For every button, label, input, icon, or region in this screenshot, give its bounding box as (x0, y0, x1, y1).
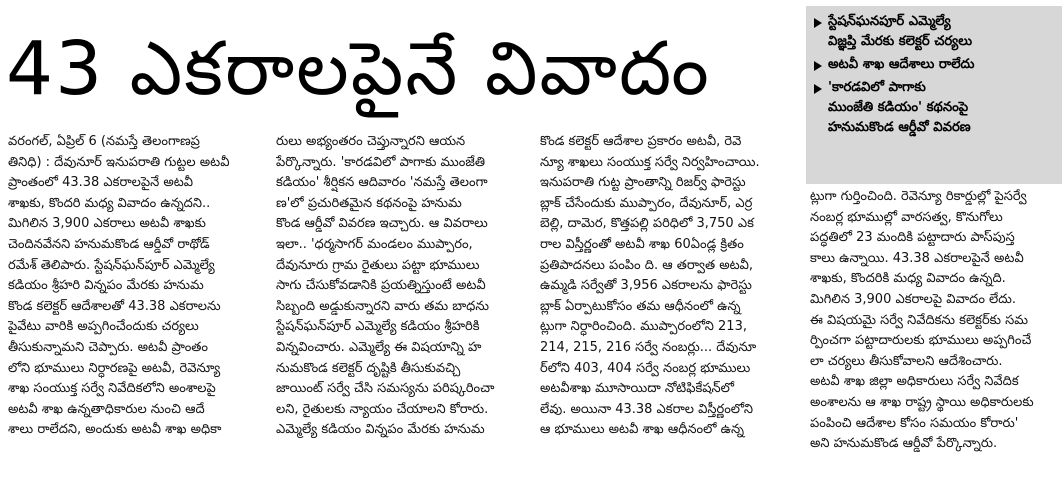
article-column-4 (810, 187, 1062, 455)
article-line: పద్ధతిలో 23 మందికి పట్టాదారు పాస్‌పుస్త (810, 230, 1015, 246)
triangle-bullet-icon (814, 84, 822, 94)
article-line: నుమకొండ కలెక్టర్ దృష్టికి తీసుకువచ్చి (276, 360, 461, 376)
article-line: జాయింట్ సర్వే చేసి సమస్యను పరిష్కరించా (276, 381, 495, 397)
article-line: ఇలా.. 'ధర్మసాగర్ మండలం ముప్పారం, (276, 236, 473, 252)
article-line: ఎమ్మెల్యే కడియం విన్నపం మేరకు హనుమ (276, 422, 485, 438)
article-line: ప్రతిపాదనలు పంపిం ది. ఆ తర్వాత అటవీ, (540, 257, 754, 273)
article-line: ర్‌లోని 403, 404 సర్వే నంబర్ల భూములు (540, 360, 751, 376)
article-line: ఇనుపరాతి గుట్ట ప్రాంతాన్ని రిజర్వ్ ఫారెస్టు (540, 175, 746, 191)
article-line: సాగు చేసుకోవడానికి ప్రయత్నిస్తుంటే అటవీ (276, 278, 486, 294)
article-column-1 (8, 132, 266, 441)
article-line: తీసుకున్నామని చెప్పారు. అటవీ ప్రాంతం (8, 339, 209, 355)
article-line: కొండ ఆర్డీవో వివరణ ఇచ్చారు. ఆ వివరాలు (276, 216, 488, 232)
article-line: శాఖ సంయుక్త సర్వే నివేదికలోని అంశాలపై (8, 381, 216, 397)
article-line: స్టేషన్‌ఘన్‌పూర్ ఎమ్మెల్యే కడియం శ్రీహరికి (276, 319, 480, 335)
article-line: పేర్కొన్నారు. 'కారడవిలో పాగాకు ముంజేతి (276, 154, 486, 170)
article-line: శాఖకు, కొందరికి మధ్య వివాదం ఉన్నది. (810, 271, 1006, 287)
article-line: లేవు. అయినా 43.38 ఎకరాల విస్తీర్ణంలోని (540, 401, 753, 417)
article-line: శాలు రాలేదని, అందుకు అటవీ శాఖ అధికా (8, 422, 222, 438)
article-line: కడియం' శీర్షికన ఆదివారం 'నమస్తే తెలంగా (276, 175, 488, 191)
triangle-bullet-icon (814, 18, 822, 28)
article-line: సిబ్బంది అడ్డుకున్నారని వారు తమ బాధను (276, 298, 489, 314)
article-line: మిగిలిన 3,900 ఎకరాలపై వివాదం లేదు. (810, 291, 1017, 307)
article-line: రమేశ్ తెలిపారు. స్టేషన్‌ఘన్‌పూర్ ఎమ్మెల్యే (8, 257, 215, 273)
highlight-line: హనుమకొండ ఆర్డీవో వివరణ (828, 120, 971, 135)
headline: 43 ఎకరాలపైనే వివాదం (6, 26, 711, 112)
article-line: ప్రాంతంలో 43.38 ఎకరాలపైనే అటవీ (8, 175, 194, 191)
article-line: కొండ కలెక్టర్ ఆదేశాల ప్రకారం అటవీ, రెవె (540, 134, 742, 149)
article-line: ట్లుగా గుర్తించింది. రెవెన్యూ రికార్డుల్లో పైసర్వే (810, 189, 1027, 204)
article-line: కడియం శ్రీహరి విన్నపం మేరకు హనుమ (8, 278, 204, 294)
article-line: పైవేటు వారికి అప్పగించేందుకు చర్యలు (8, 319, 199, 335)
article-line: అటవీ శాఖ ఉన్నతాధికారుల నుంచి ఆదే (8, 401, 205, 417)
article-line: అని హనుమకొండ ఆర్డీవో పేర్కొన్నారు. (810, 436, 998, 452)
article-line: ఆ భూములు అటవీ శాఖ ఆధీనంలో ఉన్న (540, 422, 745, 438)
article-line: శాఖకు, కొందరి మధ్య వివాదం ఉన్నదని.. (8, 195, 211, 211)
highlight-item (812, 78, 1058, 138)
article-line: అంశాలను ఆ శాఖ రాష్ట్ర స్థాయి అధికారులకు (810, 394, 1034, 410)
article-line: ర్పించగా పట్టాదారులకు భూములు అప్పగించే (810, 333, 1032, 349)
article-line: కొండ కలెక్టర్ ఆదేశాలతో 43.38 ఎకరాలను (8, 298, 221, 314)
article-line: మిగిలిన 3,900 ఎకరాలు అటవీ శాఖకు (8, 216, 206, 232)
article-line: బ్లాక్ చేసేందుకు ముప్పారం, దేవునూర్, ఎర్ర (540, 195, 753, 211)
article-line: వరంగల్, ఏప్రిల్ 6 (నమస్తే తెలంగాణప్ర (8, 134, 200, 149)
article-line: 214, 215, 216 సర్వే నంబర్లు... దేవునూ (540, 339, 757, 355)
article-line: నంబర్ల భూముల్లో వారసత్వ, కొనుగోలు (810, 209, 1003, 225)
article-line: చెందినవేనని హనుమకొండ ఆర్డీవో రాథోడ్ (8, 236, 210, 252)
article-line: విన్నవించారు. ఎమ్మెల్యే ఈ విషయాన్ని హ (276, 339, 482, 355)
highlight-line: విజ్ఞప్తి మేరకు కలెక్టర్ చర్యలు (828, 34, 973, 49)
article-column-2 (276, 132, 534, 441)
article-line: ట్లుగా నిర్ధారించింది. ముప్పారంలోని 213, (540, 319, 747, 335)
article-line: కాలు ఉన్నాయి. 43.38 ఎకరాలపైనే అటవీ (810, 250, 1024, 266)
article-line: ఉమ్మడి సర్వేతో 3,956 ఎకరాలను ఫారెస్టు (540, 278, 752, 294)
article-line: పంపించి ఆదేశాల కోసం సమయం కోరారు' (810, 415, 1019, 431)
triangle-bullet-icon (814, 61, 822, 71)
article-line: బ్లాక్ ఏర్పాటుకోసం తమ ఆధీనంలో ఉన్న (540, 298, 741, 314)
highlight-line: అటవీ శాఖ ఆదేశాలు రాలేదు (828, 57, 975, 72)
highlights-box (806, 6, 1062, 184)
highlight-line: ముంజేతి కడియం' కథనంపై (828, 100, 969, 115)
article-line: దేవునూరు గ్రామ రైతులు పట్టా భూములు (276, 257, 480, 273)
article-line: అటవీ శాఖ జిల్లా అధికారులు సర్వే నివేదిక (810, 374, 1019, 390)
highlight-line: స్టేషన్‌ఘనపూర్ ఎమ్మెల్యే (828, 14, 951, 29)
highlight-item (812, 55, 1058, 75)
article-line: రాల విస్తీర్ణంతో అటవీ శాఖ 60ఏండ్ల క్రితం (540, 236, 744, 252)
article-line: లా చర్యలు తీసుకోవాలని ఆదేశించారు. (810, 353, 1003, 369)
article-line: ఈ విషయమై సర్వే నివేదికను కలెక్టర్‌కు సమ (810, 312, 1028, 328)
article-line: ణ'లో ప్రచురితమైన కథనంపై హనుమ (276, 195, 462, 211)
highlight-item (812, 12, 1058, 52)
article-line: లోని భూములు నిర్ధారణపై అటవీ, రెవెన్యూ (8, 360, 221, 376)
article-line: తినిధి) : దేవునూర్ ఇనుపరాతి గుట్టల అటవీ (8, 154, 230, 170)
article-column-3 (540, 132, 802, 441)
article-line: బెల్లి, దామెర, కొత్తపల్లి పరిధిలో 3,750 ఎక (540, 216, 754, 232)
article-line: అటవీశాఖ మూసాయిదా నోటిఫికేషన్‌లో (540, 381, 735, 397)
article-line: న్యూ శాఖలు సంయుక్త సర్వే నిర్వహించాయి. (540, 154, 760, 170)
highlight-line: 'కారడవిలో పాగాకు (828, 80, 926, 95)
article-line: లని, రైతులకు న్యాయం చేయాలని కోరారు. (276, 401, 489, 417)
article-line: రులు అభ్యంతరం చెప్తున్నారని ఆయన (276, 134, 466, 149)
